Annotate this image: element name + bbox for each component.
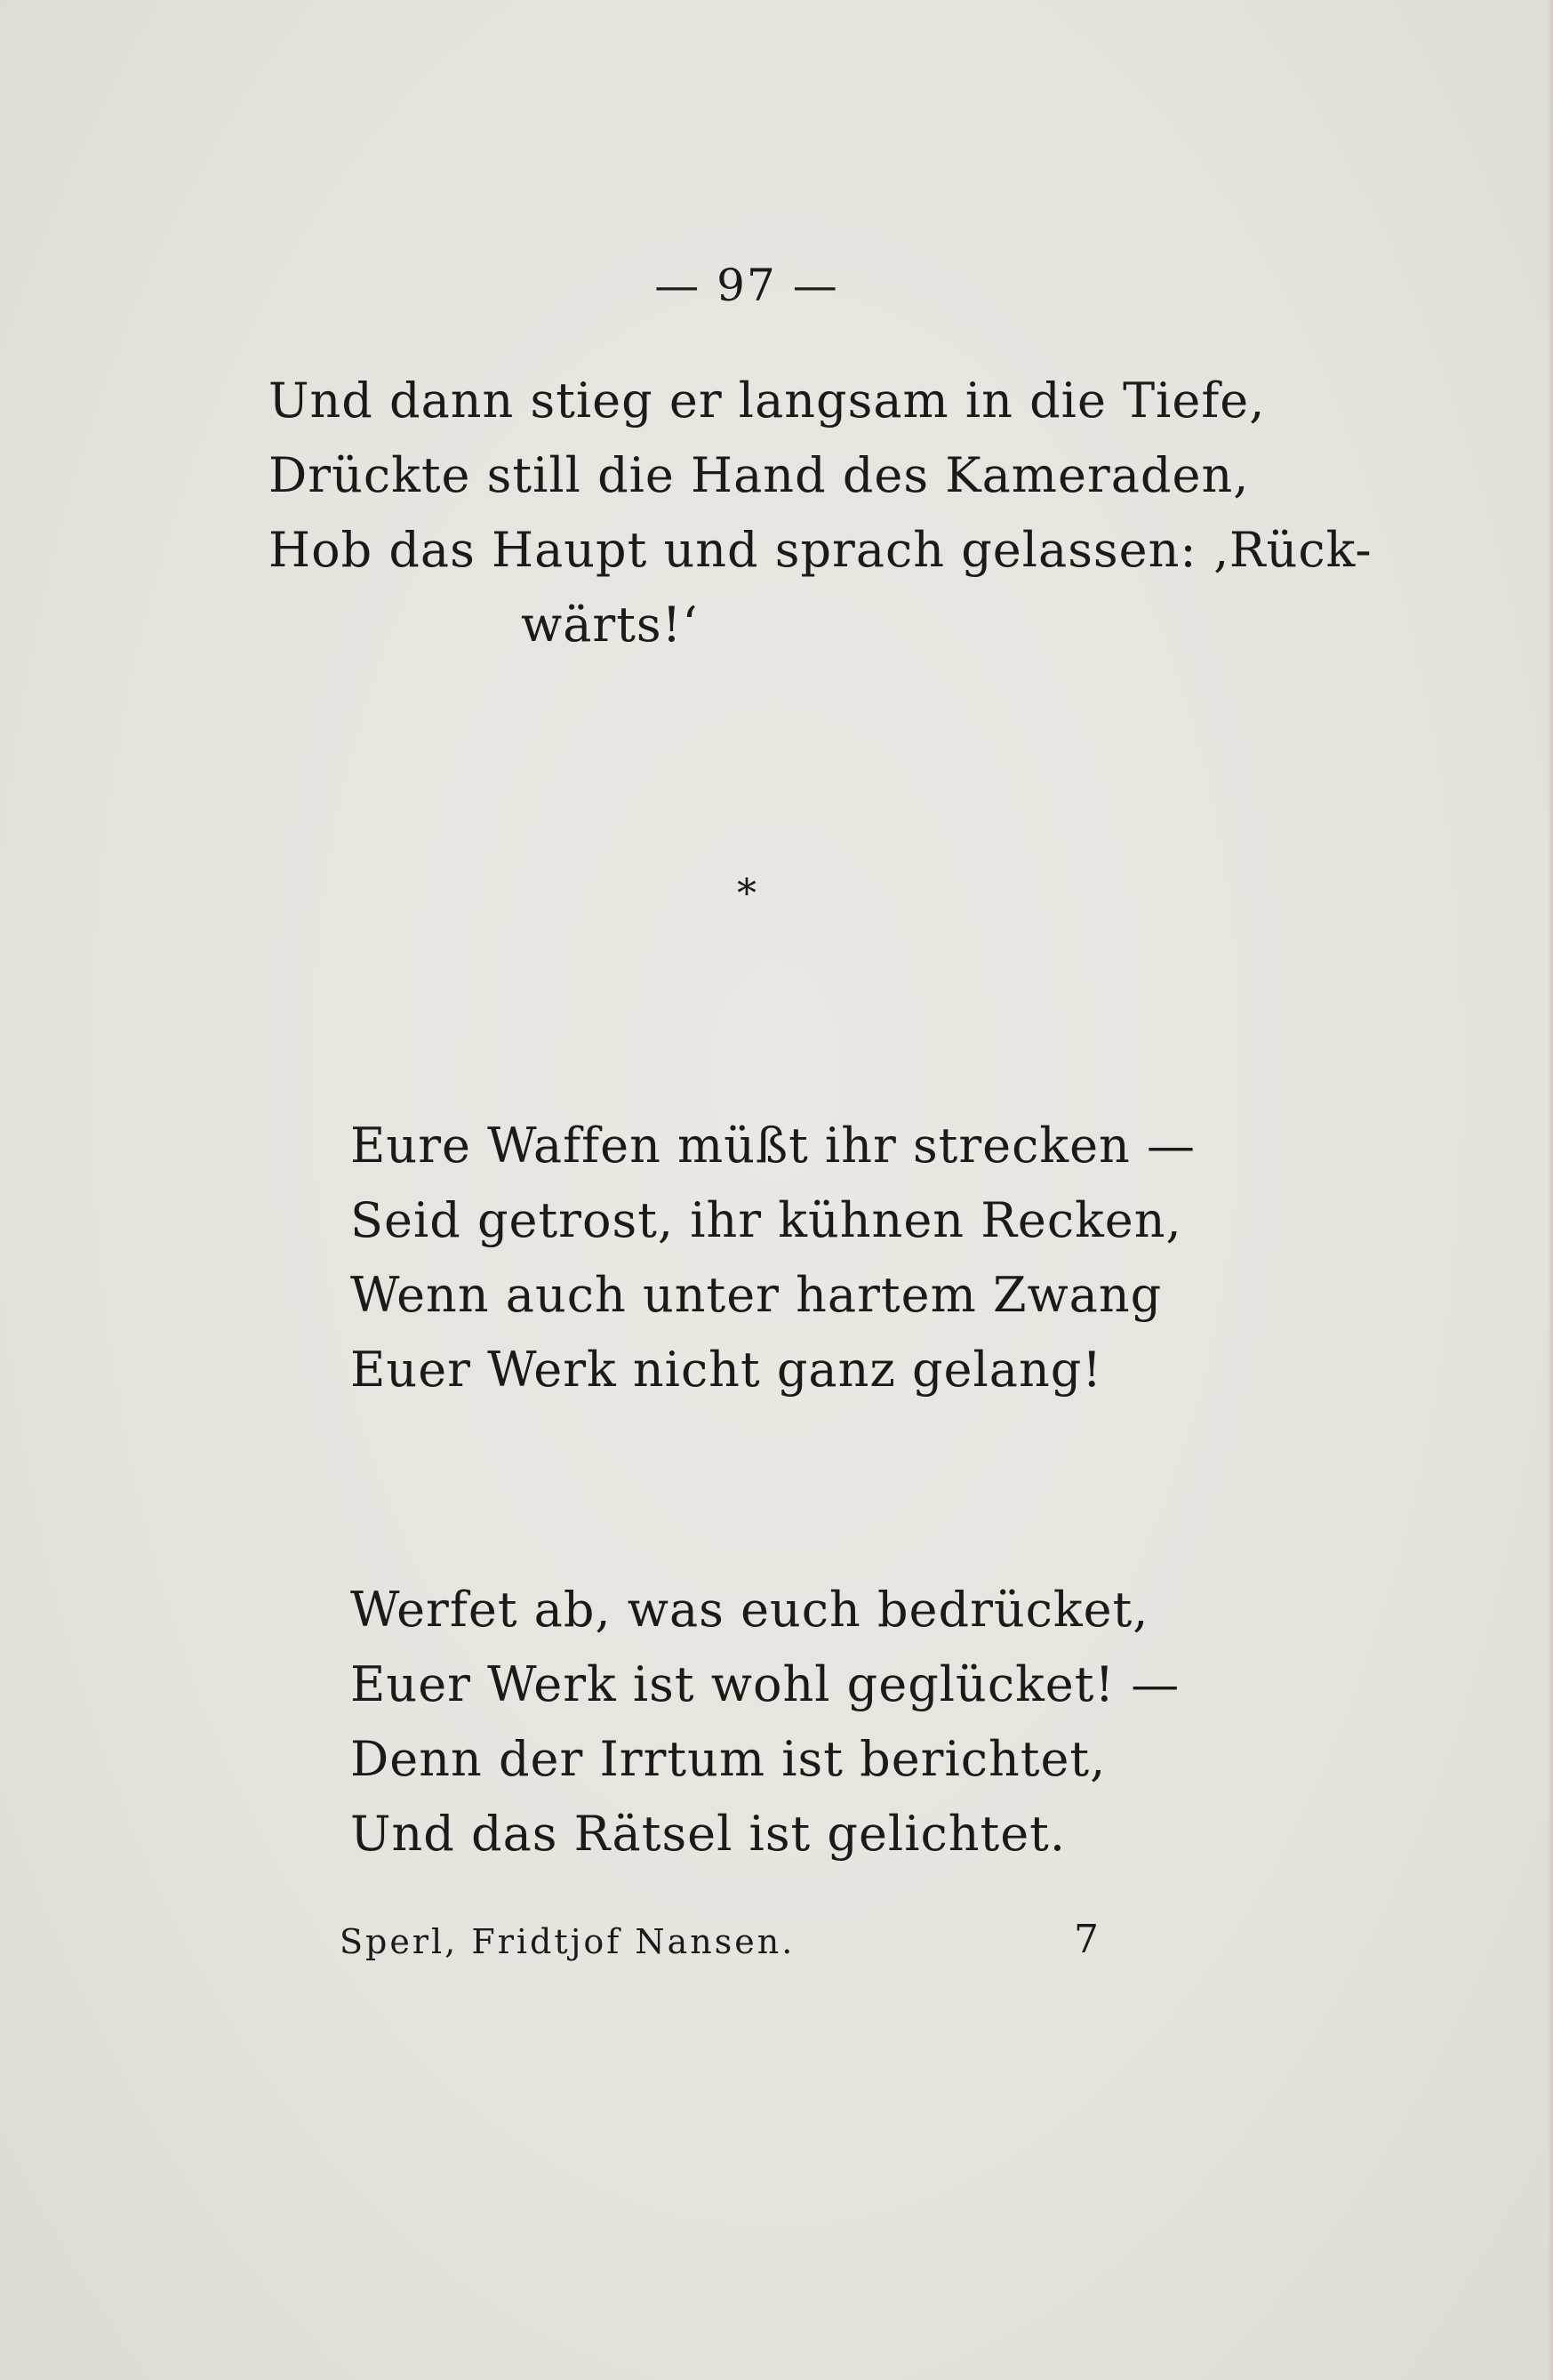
stanza-2-line-1: Eure Waffen müßt ihr strecken — — [350, 1118, 1197, 1174]
section-separator: * — [737, 871, 756, 917]
stanza-3-line-2: Euer Werk ist wohl geglücket! — — [350, 1656, 1181, 1712]
stanza-3-line-4: Und das Rätsel ist gelichtet. — [350, 1806, 1067, 1862]
stanza-2-line-3: Wenn auch unter hartem Zwang — [350, 1267, 1163, 1323]
stanza-1-line-2: Drückte still die Hand des Kameraden, — [268, 447, 1250, 503]
stanza-1-line-3: Hob das Haupt und sprach gelassen: ‚Rück- — [268, 522, 1373, 578]
stanza-1-line-1: Und dann stieg er langsam in die Tiefe, — [268, 373, 1266, 429]
signature-mark: 7 — [1074, 1917, 1099, 1962]
page-edge-shadow — [1548, 0, 1553, 2380]
stanza-2-line-2: Seid getrost, ihr kühnen Recken, — [350, 1192, 1182, 1248]
stanza-2-line-4: Euer Werk nicht ganz gelang! — [350, 1342, 1103, 1398]
footer-author-line: Sperl, Fridtjof Nansen. — [340, 1922, 796, 1961]
stanza-1-line-4: wärts!‘ — [521, 597, 699, 653]
stanza-3-line-3: Denn der Irrtum ist berichtet, — [350, 1731, 1107, 1787]
stanza-3-line-1: Werfet ab, was euch bedrücket, — [350, 1582, 1149, 1638]
page-number: — 97 — — [654, 260, 839, 311]
